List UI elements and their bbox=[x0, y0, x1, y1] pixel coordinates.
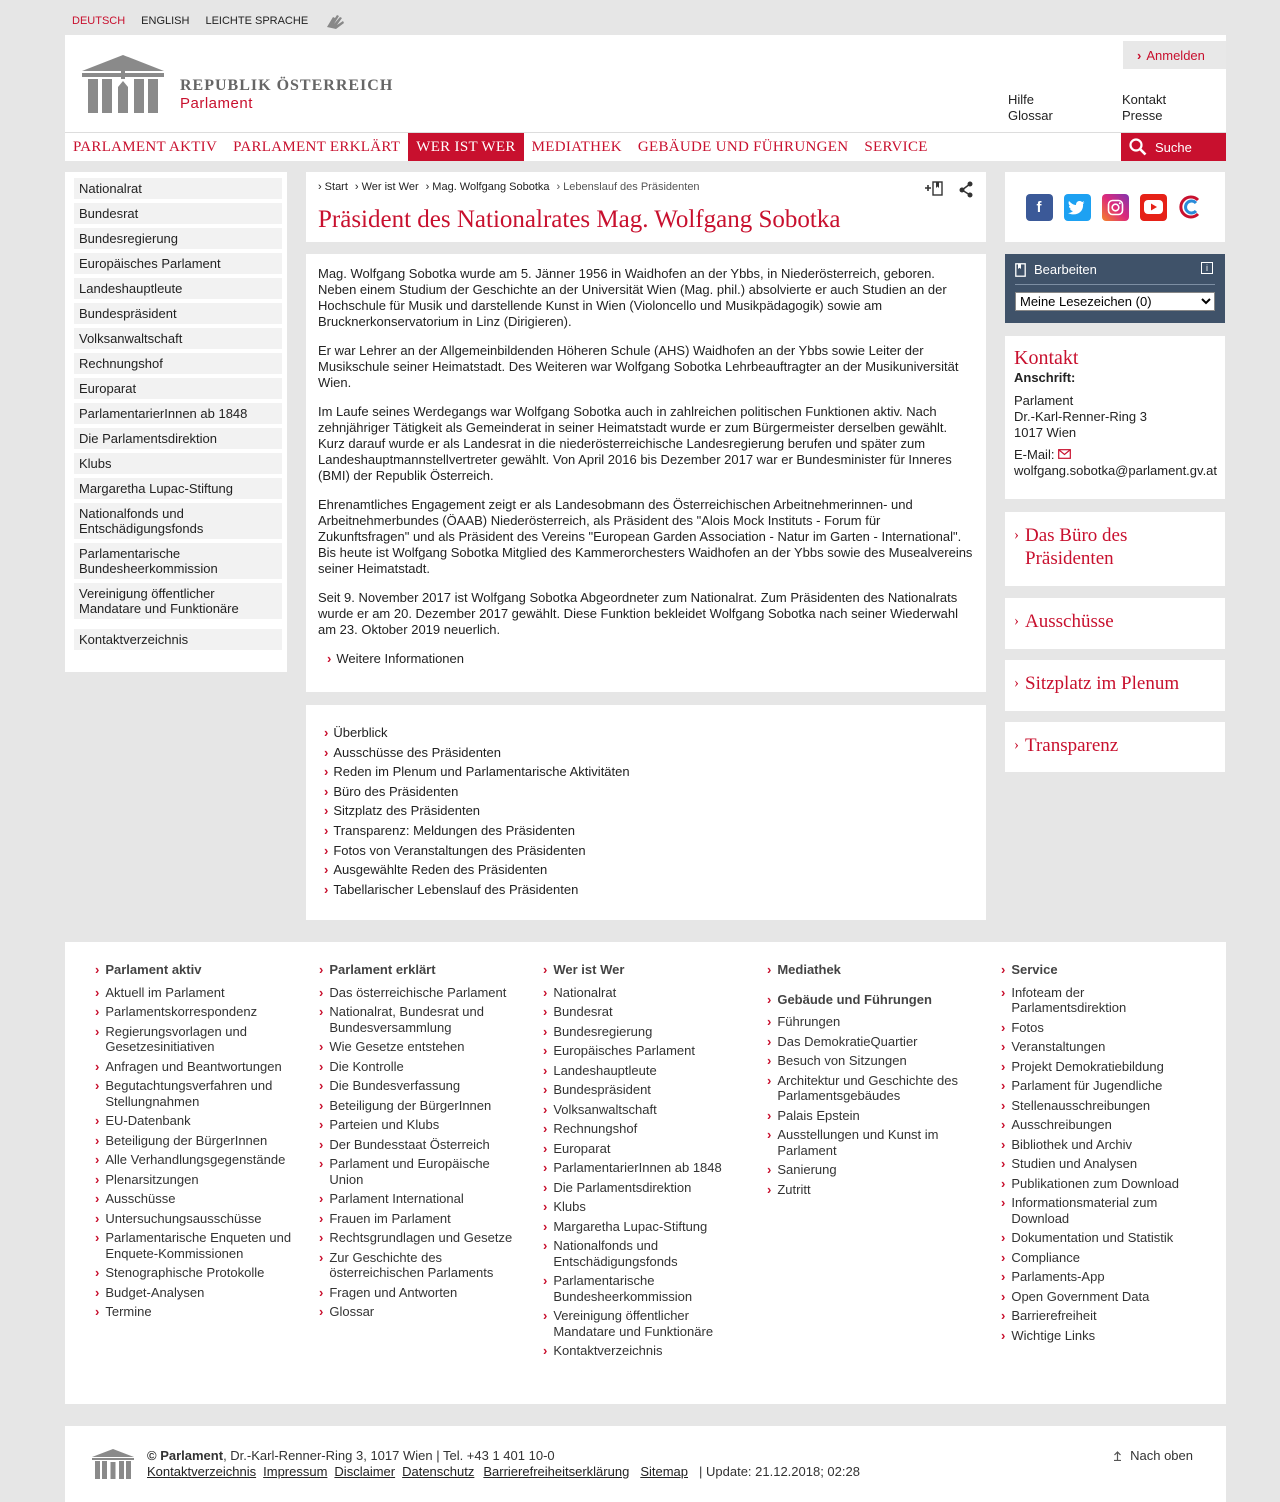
president-link-label: Transparenz: Meldungen des Präsidenten bbox=[333, 822, 575, 838]
twitter-icon[interactable] bbox=[1064, 194, 1091, 221]
bookmarks-edit[interactable] bbox=[1015, 262, 1097, 277]
sitemap-link-label: › Ausschreibungen bbox=[1011, 1117, 1112, 1132]
box-buero[interactable] bbox=[1005, 512, 1225, 586]
logo-subtitle: Parlament bbox=[180, 95, 253, 112]
breadcrumb-item[interactable]: › Start bbox=[318, 181, 348, 193]
sitemap-link[interactable] bbox=[95, 1113, 295, 1129]
footer-link[interactable]: Sitemap bbox=[640, 1464, 689, 1479]
sitemap-link[interactable] bbox=[543, 1343, 743, 1359]
contact-label: Anschrift: bbox=[1014, 370, 1076, 385]
chevron-right-icon bbox=[324, 764, 333, 779]
facebook-icon[interactable]: f bbox=[1026, 194, 1053, 221]
president-link[interactable] bbox=[324, 743, 968, 763]
more-info-label: Weitere Informationen bbox=[336, 651, 465, 666]
sidebar-item[interactable]: Nationalrat bbox=[74, 178, 282, 199]
sitemap-heading[interactable]: › Parlament aktiv bbox=[95, 962, 295, 978]
sitemap-link-label: › Studien und Analysen bbox=[1011, 1156, 1138, 1171]
sitemap-link[interactable] bbox=[319, 1039, 519, 1055]
sitemap-link-label: › Beteiligung der BürgerInnen bbox=[105, 1132, 268, 1148]
main-navigation bbox=[65, 132, 1226, 161]
president-link[interactable] bbox=[324, 860, 968, 880]
footer-link[interactable]: Disclaimer bbox=[334, 1464, 396, 1479]
sitemap-link[interactable] bbox=[543, 985, 743, 1001]
sidebar-item[interactable]: Margaretha Lupac-Stiftung bbox=[74, 478, 282, 499]
sitemap-link-label: › Margaretha Lupac-Stiftung bbox=[553, 1218, 708, 1234]
sitemap-link-label: › Die Parlamentsdirektion bbox=[553, 1179, 692, 1195]
sitemap-link-label: › Parlamentskorrespondenz bbox=[105, 1004, 258, 1019]
sitemap-link[interactable] bbox=[543, 1141, 743, 1157]
sitemap-link-label: › Parlament und Europäische Union bbox=[329, 1156, 490, 1187]
sitemap-link[interactable] bbox=[95, 1285, 295, 1301]
site-header bbox=[65, 35, 1226, 161]
sitemap-link-label: › Informationsmaterial zum Download bbox=[1011, 1195, 1158, 1226]
sitemap-link[interactable] bbox=[1001, 1250, 1201, 1266]
sitemap-link[interactable] bbox=[95, 1230, 295, 1261]
president-link[interactable] bbox=[324, 723, 968, 743]
sitemap-link-label: › Vereinigung öffentlicher Mandatare und Funktionäre bbox=[553, 1308, 714, 1339]
sitemap-link[interactable] bbox=[543, 1160, 743, 1176]
sitemap-link[interactable] bbox=[767, 1073, 967, 1104]
sitemap-link-label: › Besuch von Sitzungen bbox=[777, 1053, 907, 1068]
sitemap-col-parlament-erklaert bbox=[319, 962, 519, 1324]
sitemap-heading[interactable]: › Gebäude und Führungen bbox=[767, 992, 967, 1008]
sitemap-link-label: › Stellenausschreibungen bbox=[1011, 1097, 1151, 1113]
info-icon[interactable]: i bbox=[1201, 262, 1213, 274]
sitemap-link[interactable] bbox=[95, 1191, 295, 1207]
chevron-right-icon bbox=[324, 862, 333, 877]
chevron-right-icon bbox=[324, 725, 333, 740]
chevron-right-icon bbox=[324, 803, 333, 818]
president-link-label: Fotos von Veranstaltungen des Präsidenten bbox=[333, 842, 586, 858]
language-bar bbox=[72, 12, 348, 30]
sitemap-link[interactable] bbox=[95, 1172, 295, 1188]
sitemap-link[interactable] bbox=[95, 1265, 295, 1281]
login-label: › Anmelden bbox=[1137, 48, 1205, 63]
sitemap-link-label: › Barrierefreiheit bbox=[1011, 1308, 1097, 1323]
sitemap-link[interactable] bbox=[1001, 1117, 1201, 1133]
box-title: › Transparenz bbox=[1014, 734, 1216, 757]
sitemap-link[interactable] bbox=[543, 1238, 743, 1269]
sitemap-link-label: › Dokumentation und Statistik bbox=[1011, 1230, 1174, 1245]
sitemap-link-label: › Begutachtungsverfahren und Stellungnahmen bbox=[105, 1078, 273, 1109]
sitemap-link[interactable] bbox=[1001, 1098, 1201, 1114]
bottom-bar bbox=[65, 1426, 1226, 1502]
sitemap-link[interactable] bbox=[319, 1285, 519, 1301]
sitemap-link-label: › Klubs bbox=[553, 1199, 586, 1214]
contact-line: 1017 Wien bbox=[1014, 425, 1077, 440]
sitemap-link-label: › Regierungsvorlagen und Gesetzesinitiativen bbox=[105, 1023, 247, 1054]
sitemap-link[interactable] bbox=[1001, 1328, 1201, 1344]
divider bbox=[1015, 284, 1215, 285]
sitemap-link-label: › Parlamentarische Enqueten und Enquete-Kommissionen bbox=[105, 1230, 292, 1261]
search-label: Suche bbox=[1155, 139, 1192, 155]
sitemap-link[interactable] bbox=[1001, 985, 1201, 1016]
sitemap-link[interactable] bbox=[1001, 1269, 1201, 1285]
link-glossar[interactable]: Glossar bbox=[1008, 108, 1053, 123]
sitemap-link[interactable] bbox=[543, 1082, 743, 1098]
mail-icon bbox=[1058, 449, 1071, 459]
sitemap-link[interactable] bbox=[543, 1180, 743, 1196]
search-button[interactable] bbox=[1121, 133, 1226, 161]
more-info-link[interactable] bbox=[318, 651, 974, 667]
sidebar-item[interactable]: Volksanwaltschaft bbox=[74, 328, 282, 349]
sitemap-link[interactable] bbox=[543, 1308, 743, 1339]
sitemap-link[interactable] bbox=[543, 1102, 743, 1118]
sitemap-link[interactable] bbox=[319, 1156, 519, 1187]
sitemap-link[interactable] bbox=[543, 1063, 743, 1079]
sitemap-heading[interactable]: › Service bbox=[1001, 962, 1201, 978]
sidebar-item[interactable]: Die Parlamentsdirektion bbox=[74, 428, 282, 449]
sitemap-link[interactable] bbox=[1001, 1078, 1201, 1094]
sidebar-item[interactable]: Bundesrat bbox=[74, 203, 282, 224]
box-sitzplatz[interactable] bbox=[1005, 660, 1225, 711]
sitemap-link[interactable] bbox=[1001, 1039, 1201, 1055]
nav-gebaeude[interactable]: GEBÄUDE UND FÜHRUNGEN bbox=[637, 138, 849, 155]
sitemap-link[interactable] bbox=[1001, 1137, 1201, 1153]
sitemap-link-label: › Open Government Data bbox=[1011, 1288, 1150, 1304]
footer-copyright: © Parlament bbox=[147, 1448, 224, 1463]
parliament-small-logo-icon bbox=[91, 1448, 135, 1480]
sitemap-col-parlament-aktiv bbox=[95, 962, 295, 1324]
sitemap-heading[interactable]: › Parlament erklärt bbox=[319, 962, 519, 978]
breadcrumb bbox=[318, 181, 700, 193]
sidebar-nav bbox=[65, 172, 287, 672]
sitemap-link[interactable] bbox=[543, 1121, 743, 1137]
president-link[interactable] bbox=[324, 821, 968, 841]
president-link-label: Tabellarischer Lebenslauf des Präsidenten bbox=[333, 881, 579, 897]
sitemap-link[interactable] bbox=[1001, 1230, 1201, 1246]
president-links-card bbox=[306, 705, 986, 920]
sitemap-link-label: › Das österreichische Parlament bbox=[329, 984, 507, 1000]
sitemap-link[interactable] bbox=[1001, 1156, 1201, 1172]
sidebar-item[interactable]: Landeshauptleute bbox=[74, 278, 282, 299]
sitemap-link[interactable] bbox=[543, 1043, 743, 1059]
sitemap-link-label: › Ausschüsse bbox=[105, 1191, 176, 1206]
email-link[interactable]: wolfgang.sobotka@parlament.gv.at bbox=[1014, 463, 1218, 478]
sitemap-link-label: › Compliance bbox=[1011, 1249, 1080, 1265]
bio-paragraph: Seit 9. November 2017 ist Wolfgang Sobotka Abgeordneter zum Nationalrat. Zum Präsidenten des Nationalrats wurde er am 20. Dezember 2017 gewählt. Diese Funktion bekleidet Wolfgang Sobotka nach seiner Wiederwahl am 23. Oktober 2019 neuerlich. bbox=[318, 590, 959, 637]
sidebar-item[interactable]: Rechnungshof bbox=[74, 353, 282, 374]
sitemap-link[interactable] bbox=[319, 1137, 519, 1153]
bookmarks-edit-label: Bearbeiten bbox=[1034, 262, 1097, 277]
sitemap-link[interactable] bbox=[319, 1004, 519, 1035]
president-link-label: Überblick bbox=[333, 725, 388, 740]
sitemap-link[interactable] bbox=[319, 985, 519, 1001]
sitemap-link-label: › Das DemokratieQuartier bbox=[777, 1033, 918, 1049]
sitemap-link-label: › Bundesregierung bbox=[553, 1023, 653, 1039]
sitemap-link-label: › Zutritt bbox=[777, 1181, 811, 1197]
search-icon bbox=[1129, 138, 1147, 156]
sitemap-link-label: › Nationalfonds und Entschädigungsfonds bbox=[553, 1238, 678, 1269]
chevron-right-icon bbox=[324, 823, 333, 838]
sitemap-link-label: › Frauen im Parlament bbox=[329, 1210, 451, 1226]
box-title: › Sitzplatz im Plenum bbox=[1014, 672, 1216, 695]
president-link[interactable] bbox=[324, 880, 968, 900]
sitemap-link[interactable] bbox=[319, 1211, 519, 1227]
sidebar-item[interactable]: Bundesregierung bbox=[74, 228, 282, 249]
sitemap-link-label: › Nationalrat, Bundesrat und Bundesversammlung bbox=[329, 1004, 484, 1035]
sitemap-link[interactable] bbox=[767, 1182, 967, 1198]
footer-link[interactable]: Kontaktverzeichnis bbox=[147, 1464, 257, 1479]
sidebar-item[interactable]: Vereinigung öffentlicher Mandatare und Funktionäre bbox=[74, 583, 282, 619]
sitemap-link-label: › Aktuell im Parlament bbox=[105, 984, 225, 1000]
president-link[interactable] bbox=[324, 762, 968, 782]
parliament-logo-icon bbox=[80, 53, 166, 117]
contact-card bbox=[1005, 336, 1225, 499]
chevron-right-icon bbox=[324, 784, 333, 799]
sitemap-heading[interactable]: › Mediathek bbox=[767, 962, 967, 978]
lang-english[interactable]: ENGLISH bbox=[141, 15, 190, 27]
sitemap-link-label: › Veranstaltungen bbox=[1011, 1039, 1106, 1054]
president-link-label: Ausschüsse des Präsidenten bbox=[333, 744, 501, 760]
sitemap-link-label: › Europarat bbox=[553, 1140, 611, 1156]
lang-deutsch[interactable]: DEUTSCH bbox=[72, 15, 126, 27]
instagram-icon[interactable] bbox=[1102, 194, 1129, 221]
sitemap-link-label: › Ausstellungen und Kunst im Parlament bbox=[777, 1127, 939, 1158]
sitemap-link[interactable] bbox=[95, 1059, 295, 1075]
breadcrumb-current: › Lebenslauf des Präsidenten bbox=[557, 181, 700, 193]
sitemap-link[interactable] bbox=[95, 1211, 295, 1227]
sitemap-link-label: › Zur Geschichte des österreichischen Parlaments bbox=[329, 1249, 494, 1280]
sitemap-link-label: › Volksanwaltschaft bbox=[553, 1101, 657, 1117]
sitemap-link-label: › Parlament für Jugendliche bbox=[1011, 1078, 1163, 1093]
sitemap-link[interactable] bbox=[767, 1108, 967, 1124]
biography-card bbox=[306, 254, 986, 692]
sitemap-link[interactable] bbox=[319, 1230, 519, 1246]
footer-address: , Dr.-Karl-Renner-Ring 3, 1017 Wien | Tel. +43 1 401 10-0 bbox=[223, 1448, 555, 1463]
president-link[interactable] bbox=[324, 801, 968, 821]
sitemap-link[interactable] bbox=[767, 1014, 967, 1030]
bookmarks-select[interactable] bbox=[1015, 292, 1215, 311]
youtube-icon[interactable] bbox=[1140, 194, 1167, 221]
sitemap-link[interactable] bbox=[319, 1250, 519, 1281]
contact-line: Dr.-Karl-Renner-Ring 3 bbox=[1014, 409, 1147, 424]
sitemap-heading[interactable]: › Wer ist Wer bbox=[543, 962, 743, 978]
nav-service[interactable]: SERVICE bbox=[864, 138, 928, 155]
sitemap-link[interactable] bbox=[1001, 1059, 1201, 1075]
social-links bbox=[1005, 172, 1225, 242]
sitemap-link-label: › Die Kontrolle bbox=[329, 1058, 404, 1074]
link-presse[interactable]: Presse bbox=[1122, 108, 1163, 123]
sitemap-link-label: › Parteien und Klubs bbox=[329, 1117, 440, 1132]
nav-parlament-erklaert[interactable]: PARLAMENT ERKLÄRT bbox=[233, 138, 401, 155]
page-title: Präsident des Nationalrates Mag. Wolfgang Sobotka bbox=[318, 206, 841, 233]
sitemap-link-label: › Anfragen und Beantwortungen bbox=[105, 1058, 282, 1074]
sitemap-link-label: › Parlamentarische Bundesheerkommission bbox=[553, 1273, 693, 1304]
sitemap-link[interactable] bbox=[1001, 1020, 1201, 1036]
sitemap-col-wer-ist-wer bbox=[543, 962, 743, 1363]
sitemap-link[interactable] bbox=[1001, 1195, 1201, 1226]
sitemap-link-label: › Infoteam der Parlamentsdirektion bbox=[1011, 984, 1127, 1015]
sitemap-link-label: › Plenarsitzungen bbox=[105, 1171, 199, 1187]
contact-title: Kontakt bbox=[1014, 347, 1079, 369]
chevron-right-icon bbox=[324, 745, 333, 760]
chevron-right-icon bbox=[324, 843, 333, 858]
box-title: › Das Büro des Präsidenten bbox=[1014, 524, 1216, 570]
sitemap-link[interactable] bbox=[767, 1162, 967, 1178]
sitemap-link[interactable] bbox=[319, 1078, 519, 1094]
sitemap-link[interactable] bbox=[319, 1059, 519, 1075]
sitemap-col-service bbox=[1001, 962, 1201, 1347]
sitemap-link-label: › Europäisches Parlament bbox=[553, 1043, 695, 1058]
sitemap-link[interactable] bbox=[1001, 1289, 1201, 1305]
president-link[interactable] bbox=[324, 841, 968, 861]
sitemap-link[interactable] bbox=[543, 1273, 743, 1304]
sitemap-link[interactable] bbox=[95, 985, 295, 1001]
sitemap-link[interactable] bbox=[95, 1133, 295, 1149]
share-icon[interactable] bbox=[958, 180, 974, 198]
sitemap-link-label: › Der Bundesstaat Österreich bbox=[329, 1136, 490, 1152]
sitemap-footer bbox=[65, 942, 1226, 1404]
nav-parlament-aktiv[interactable]: PARLAMENT AKTIV bbox=[73, 138, 218, 155]
bookmarks-panel bbox=[1005, 254, 1225, 323]
box-ausschuesse[interactable] bbox=[1005, 598, 1225, 649]
sitemap-link[interactable] bbox=[543, 1199, 743, 1215]
nav-mediathek[interactable]: MEDIATHEK bbox=[531, 138, 622, 155]
bio-paragraph: Im Laufe seines Werdegangs war Wolfgang Sobotka auch in zahlreichen politischen Funktionen aktiv. Nach zehnjähriger Tätigkeit als Gemeinderat in seiner Heimatstadt wurde er zum Bürgermeister derselben gewählt. Kurz darauf wurde er als Landesrat in die niederösterreichische Landesregierung berufen und später zum Landeshauptmannstellvertreter gewählt. Von April 2016 bis Dezember 2017 war er Bundesminister für Inneres (BMI) der Republik Österreich. bbox=[318, 404, 952, 483]
sitemap-link-label: › Nationalrat bbox=[553, 984, 617, 1000]
president-link-label: Sitzplatz des Präsidenten bbox=[333, 803, 481, 819]
president-link-label: Ausgewählte Reden des Präsidenten bbox=[333, 862, 548, 878]
footer-text bbox=[147, 1448, 860, 1480]
sitemap-link-label: › Beteiligung der BürgerInnen bbox=[329, 1097, 492, 1113]
sidebar-item[interactable]: Nationalfonds und Entschädigungsfonds bbox=[74, 503, 282, 539]
box-transparenz[interactable] bbox=[1005, 722, 1225, 772]
sitemap-link-label: › Sanierung bbox=[777, 1162, 837, 1177]
lang-leichte-sprache[interactable]: LEICHTE SPRACHE bbox=[205, 15, 309, 27]
sitemap-link-label: › Kontaktverzeichnis bbox=[553, 1343, 663, 1358]
sitemap-link-label: › Termine bbox=[105, 1304, 152, 1319]
link-hilfe[interactable]: Hilfe bbox=[1008, 92, 1035, 107]
sitemap-link-label: › EU-Datenbank bbox=[105, 1113, 191, 1128]
title-card bbox=[306, 172, 986, 242]
sitemap-link[interactable] bbox=[543, 1219, 743, 1235]
breadcrumb-item[interactable]: › Wer ist Wer bbox=[355, 181, 419, 193]
sitemap-link[interactable] bbox=[543, 1024, 743, 1040]
sitemap-link[interactable] bbox=[95, 1304, 295, 1320]
email-row bbox=[1014, 447, 1216, 463]
sitemap-link-label: › Rechnungshof bbox=[553, 1121, 638, 1136]
sidebar-item[interactable]: Bundespräsident bbox=[74, 303, 282, 324]
bio-paragraph: Ehrenamtliches Engagement zeigt er als Landesobmann des Österreichischen Arbeitnehmerinnen- und Arbeitnehmerbundes (ÖAAB) Niederösterreich, als Präsident des "Alois Mock Instituts - Forum für Zukunftsfragen" und als Präsident des Vereins "European Garden Association - Natur im Garten - International". Bis heute ist Wolfgang Sobotka Mitglied des Kammerorchesters Waidhofen an der Ybbs sowie des Musealvereins seiner Heimatstadt. bbox=[318, 497, 973, 576]
sitemap-link-label: › Glossar bbox=[329, 1304, 375, 1319]
sitemap-link-label: › Stenographische Protokolle bbox=[105, 1265, 265, 1280]
page-tools bbox=[924, 180, 974, 198]
email-label: E-Mail: bbox=[1014, 447, 1055, 462]
link-kontakt[interactable]: Kontakt bbox=[1122, 92, 1167, 107]
arrow-up-icon bbox=[1113, 1451, 1122, 1461]
sitemap-link[interactable] bbox=[319, 1304, 519, 1320]
sidebar-item[interactable]: Europarat bbox=[74, 378, 282, 399]
logo-title: REPUBLIK ÖSTERREICH bbox=[180, 77, 394, 94]
sitemap-link[interactable] bbox=[95, 1004, 295, 1020]
back-to-top-button[interactable] bbox=[1113, 1448, 1193, 1463]
president-link[interactable] bbox=[324, 782, 968, 802]
sidebar-item[interactable]: Klubs bbox=[74, 453, 282, 474]
footer-links bbox=[147, 1464, 860, 1480]
sitemap-link-label: › Wichtige Links bbox=[1011, 1327, 1096, 1343]
sitemap-link[interactable] bbox=[319, 1098, 519, 1114]
nav-wer-ist-wer[interactable]: WER IST WER bbox=[408, 133, 523, 161]
sign-language-icon[interactable] bbox=[324, 11, 348, 31]
top-links bbox=[1008, 92, 1222, 123]
bio-paragraph: Mag. Wolfgang Sobotka wurde am 5. Jänner 1956 in Waidhofen an der Ybbs, in Niederösterreich, geboren. Neben einem Studium der Geschichte an der Universität Wien (Mag. phil.) absolvierte er auch Studien an der Hochschule für Musik und darstellende Kunst in Wien (Violoncello und Musikpädagogik) sowie am Brucknerkonservatorium in Linz (Dirigieren). bbox=[318, 266, 947, 329]
sitemap-link-label: › Parlament International bbox=[329, 1191, 464, 1206]
sidebar-item[interactable]: ParlamentarierInnen ab 1848 bbox=[74, 403, 282, 424]
edit-icon bbox=[1015, 263, 1026, 277]
app-icon[interactable] bbox=[1178, 194, 1205, 221]
sitemap-link[interactable] bbox=[319, 1117, 519, 1133]
sitemap-link-label: › Fragen und Antworten bbox=[329, 1284, 458, 1300]
sitemap-link-label: › Publikationen zum Download bbox=[1011, 1175, 1179, 1191]
contact-line: Parlament bbox=[1014, 393, 1074, 408]
sidebar-item[interactable]: Parlamentarische Bundesheerkommission bbox=[74, 543, 282, 579]
sitemap-link-label: › ParlamentarierInnen ab 1848 bbox=[553, 1160, 722, 1175]
sitemap-link-label: › Landeshauptleute bbox=[553, 1062, 657, 1078]
sitemap-link-label: › Fotos bbox=[1011, 1019, 1044, 1035]
sitemap-link-label: › Wie Gesetze entstehen bbox=[329, 1039, 465, 1054]
sitemap-link-label: › Untersuchungsausschüsse bbox=[105, 1210, 262, 1226]
president-link-label: Büro des Präsidenten bbox=[333, 783, 459, 799]
sidebar-item[interactable]: Kontaktverzeichnis bbox=[74, 629, 282, 650]
footer-link[interactable]: Impressum bbox=[263, 1464, 328, 1479]
sidebar-item[interactable]: Europäisches Parlament bbox=[74, 253, 282, 274]
sitemap-link-label: › Bundespräsident bbox=[553, 1082, 651, 1097]
sitemap-link[interactable] bbox=[543, 1004, 743, 1020]
sitemap-link[interactable] bbox=[767, 1053, 967, 1069]
sitemap-link-label: › Parlaments-App bbox=[1011, 1269, 1105, 1284]
breadcrumb-item[interactable]: › Mag. Wolfgang Sobotka bbox=[426, 181, 550, 193]
sitemap-link[interactable] bbox=[1001, 1176, 1201, 1192]
sitemap-link-label: › Palais Epstein bbox=[777, 1107, 860, 1123]
sitemap-link-label: › Alle Verhandlungsgegenstände bbox=[105, 1152, 286, 1167]
footer-link[interactable]: Datenschutz bbox=[402, 1464, 475, 1479]
footer-update: | Update: 21.12.2018; 02:28 bbox=[699, 1464, 860, 1479]
sitemap-link[interactable] bbox=[767, 1034, 967, 1050]
box-title: › Ausschüsse bbox=[1014, 610, 1216, 633]
bio-paragraph: Er war Lehrer an der Allgemeinbildenden Höheren Schule (AHS) Waidhofen an der Ybbs sowie Leiter der Musikschule seiner Heimatstadt. Des Weiteren war Wolfgang Sobotka Lehrbeauftragter an der Musikuniversität Wien. bbox=[318, 343, 959, 390]
logo[interactable] bbox=[80, 53, 393, 117]
footer-link[interactable]: Barrierefreiheitserklärung bbox=[483, 1464, 630, 1479]
sitemap-link-label: › Projekt Demokratiebildung bbox=[1011, 1058, 1164, 1074]
sitemap-link[interactable] bbox=[95, 1078, 295, 1109]
sitemap-col-mediathek bbox=[767, 962, 967, 1201]
sitemap-link[interactable] bbox=[767, 1127, 967, 1158]
sitemap-link[interactable] bbox=[95, 1152, 295, 1168]
chevron-right-icon bbox=[324, 882, 333, 897]
sitemap-link-label: › Die Bundesverfassung bbox=[329, 1078, 461, 1093]
back-to-top-label: Nach oben bbox=[1130, 1448, 1193, 1463]
sitemap-link-label: › Bibliothek und Archiv bbox=[1011, 1136, 1133, 1152]
sitemap-link[interactable] bbox=[95, 1024, 295, 1055]
sitemap-link[interactable] bbox=[1001, 1308, 1201, 1324]
sitemap-link-label: › Architektur und Geschichte des Parlamentsgebäudes bbox=[777, 1072, 958, 1103]
sitemap-link-label: › Rechtsgrundlagen und Gesetze bbox=[329, 1230, 513, 1245]
sitemap-link-label: › Budget-Analysen bbox=[105, 1284, 205, 1300]
sitemap-link-label: › Führungen bbox=[777, 1014, 841, 1029]
president-link-label: Reden im Plenum und Parlamentarische Aktivitäten bbox=[333, 764, 630, 780]
sitemap-link-label: › Bundesrat bbox=[553, 1004, 613, 1019]
login-button[interactable] bbox=[1123, 41, 1226, 69]
bookmark-add-icon[interactable] bbox=[924, 180, 944, 198]
sitemap-link[interactable] bbox=[319, 1191, 519, 1207]
